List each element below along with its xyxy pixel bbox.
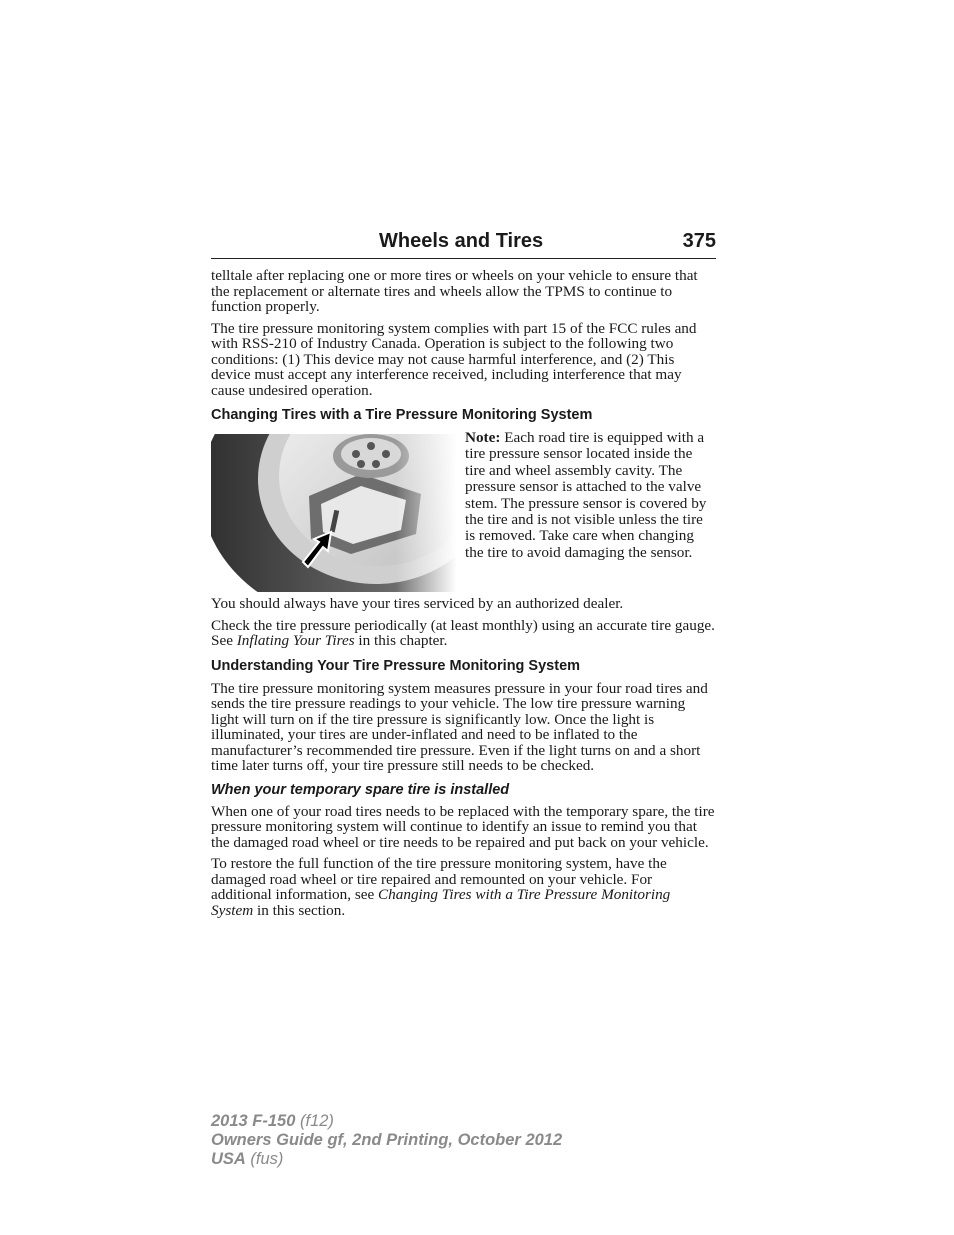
- footer-model-line: 2013 F-150 (f12): [211, 1112, 334, 1130]
- footer-region-line: USA (fus): [211, 1150, 284, 1168]
- tire-valve-stem-illustration: [211, 434, 457, 592]
- paragraph-dealer: You should always have your tires serviced by an authorized dealer.: [211, 595, 624, 612]
- page-number: 375: [682, 230, 716, 252]
- note-text: [465, 430, 716, 561]
- paragraph-check-pressure: Check the tire pressure periodically (at least monthly) using an accurate tire gauge. See Inflating Your Tires in this chapter.: [211, 616, 715, 649]
- footer-guide-line: Owners Guide gf, 2nd Printing, October 2012: [211, 1131, 563, 1149]
- heading-changing-tires: Changing Tires with a Tire Pressure Monitoring System: [211, 407, 593, 423]
- paragraph-telltale: telltale after replacing one or more tires or wheels on your vehicle to ensure that the replacement or alternate tires and wheels allow the TPMS to continue to function properly.: [211, 267, 698, 315]
- heading-understanding-tpms: Understanding Your Tire Pressure Monitoring System: [211, 657, 581, 674]
- page-body: [211, 268, 716, 924]
- link-changing-tires-tpms[interactable]: Changing Tires with a Tire Pressure Monitoring System: [211, 886, 671, 919]
- link-inflating-your-tires[interactable]: Inflating Your Tires: [236, 632, 355, 649]
- paragraph-restore-function: To restore the full function of the tire pressure monitoring system, have the damaged road wheel or tire repaired and remounted on your vehicle. For additional information, see Changing Tires with a Tire Pressure Monitoring System in this section.: [211, 855, 671, 919]
- paragraph-fcc: The tire pressure monitoring system complies with part 15 of the FCC rules and with RSS-210 of Industry Canada. Operation is subject to the following two conditions: (1) This device may not cause harmful interference, and (2) This device must accept any interference received, including interference that may cause undesired operation.: [211, 319, 697, 399]
- note-body: Each road tire is equipped with a tire pressure sensor located inside the tire and wheel assembly cavity. The pressure sensor is attached to the valve stem. The pressure sensor is covered by the tire and is not visible unless the tire is removed. Take care when changing the tire to avoid damaging the sensor.: [465, 429, 707, 561]
- heading-temporary-spare: When your temporary spare tire is installed: [211, 781, 510, 798]
- paragraph-spare-tire: When one of your road tires needs to be replaced with the temporary spare, the tire pressure monitoring system will continue to identify an issue to remind you that the damaged road wheel or tire needs to be repaired and put back on your vehicle.: [211, 802, 715, 851]
- paragraph-tpms-description: The tire pressure monitoring system measures pressure in your four road tires and sends the tire pressure readings to your vehicle. The low tire pressure warning light will turn on if the tire pressure is significantly low. Once the light is illuminated, your tires are under-inflated and need to be inflated to the manufacturer’s recommended tire pressure. Even if the light turns on and a short time later turns off, your tire pressure still needs to be checked.: [211, 679, 708, 774]
- section-title: Wheels and Tires: [379, 230, 544, 252]
- page-footer: [211, 1112, 562, 1169]
- page-header: [211, 228, 716, 259]
- note-with-figure: [211, 430, 716, 592]
- note-label: Note:: [465, 429, 501, 446]
